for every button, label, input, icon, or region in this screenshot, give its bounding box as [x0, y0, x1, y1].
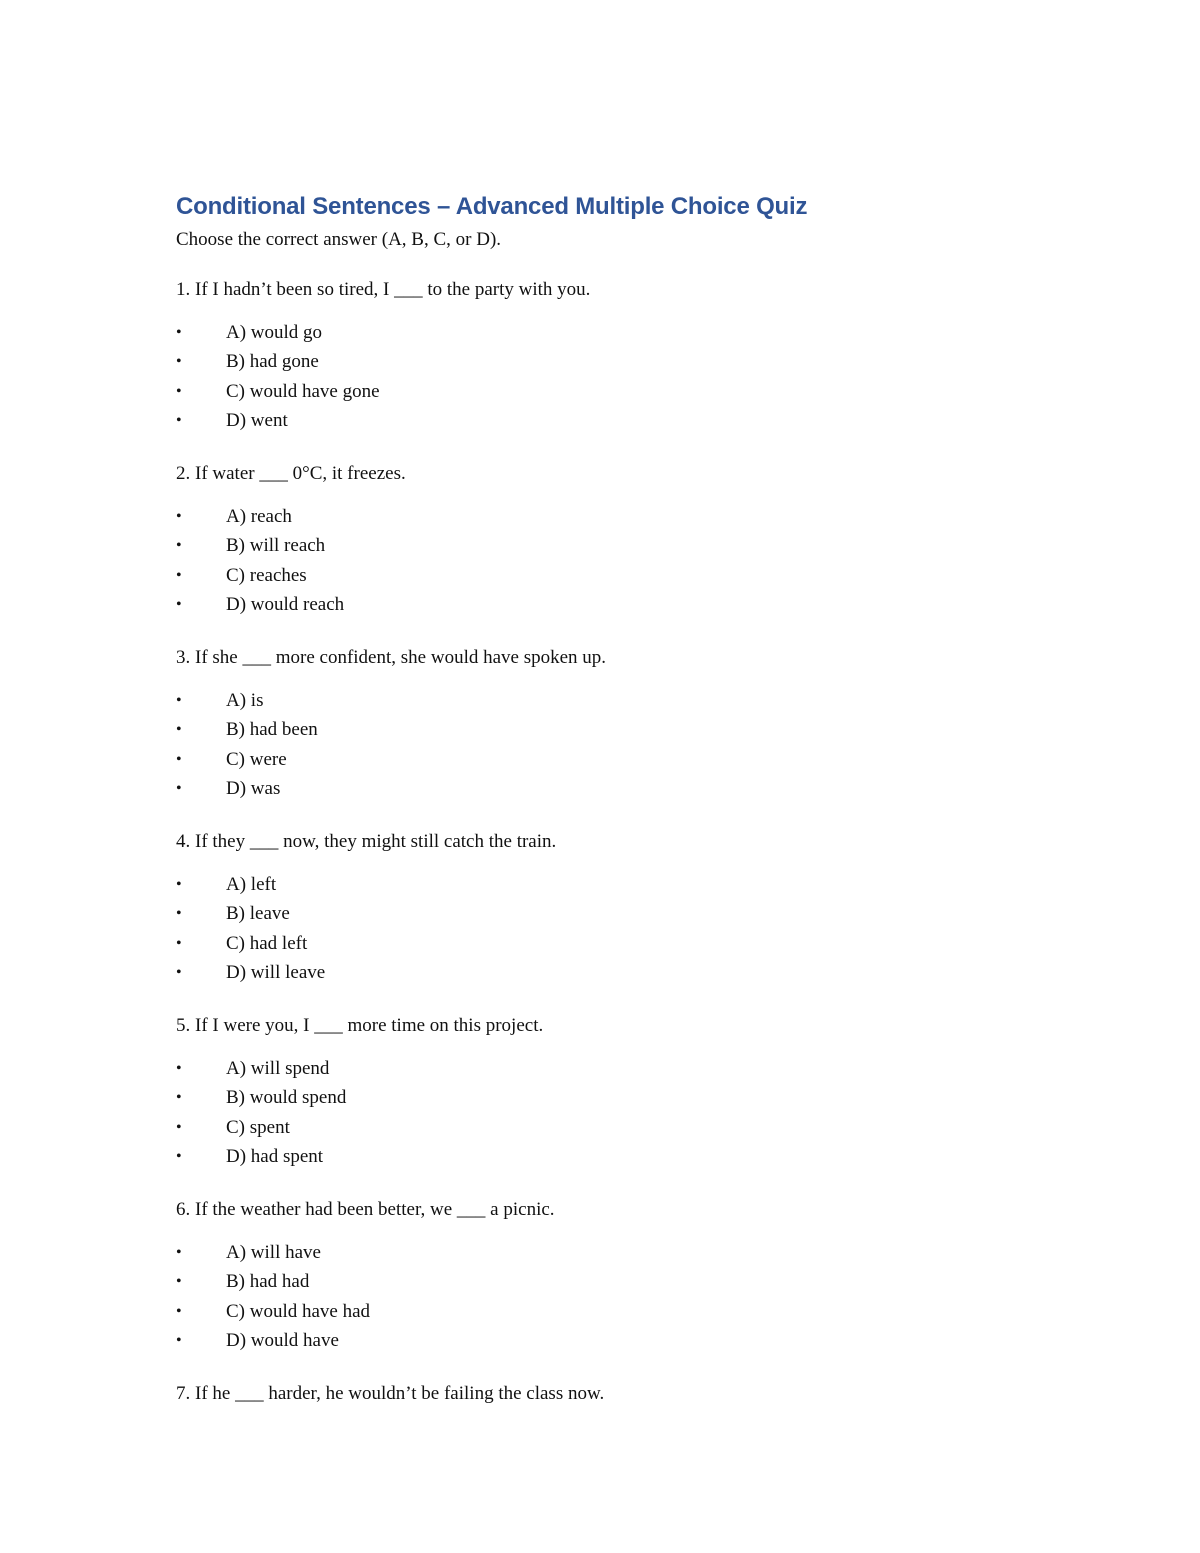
- option-d: [176, 958, 1076, 987]
- bullet-icon: •: [176, 1147, 182, 1165]
- option-d: [176, 774, 1076, 803]
- option-b: [176, 347, 1076, 376]
- option-c: [176, 745, 1076, 774]
- bullet-icon: •: [176, 566, 182, 584]
- option-label: D) will leave: [226, 961, 326, 983]
- option-label: B) will reach: [226, 535, 326, 557]
- bullet-icon: •: [176, 876, 182, 893]
- option-a: [176, 870, 1076, 899]
- option-label: D) would reach: [226, 593, 345, 615]
- bullet-icon: •: [176, 382, 182, 400]
- option-label: D) was: [226, 777, 281, 799]
- bullet-icon: •: [176, 353, 182, 371]
- bullet-icon: •: [176, 750, 182, 768]
- option-label: D) would have: [226, 1329, 339, 1351]
- option-label: B) would spend: [226, 1087, 347, 1109]
- option-label: C) were: [226, 748, 287, 770]
- bullet-icon: •: [176, 1060, 182, 1077]
- option-list: [176, 306, 1076, 458]
- bullet-icon: •: [176, 1302, 182, 1320]
- option-list: [176, 490, 1076, 642]
- option-label: A) left: [226, 874, 277, 895]
- bullet-icon: •: [176, 324, 182, 341]
- option-list: [176, 1226, 1076, 1378]
- bullet-icon: •: [176, 1089, 182, 1107]
- option-list: [176, 1042, 1076, 1194]
- option-label: A) is: [226, 690, 264, 711]
- bullet-icon: •: [176, 963, 182, 981]
- option-label: A) will spend: [226, 1058, 330, 1079]
- question-6: [176, 1194, 1076, 1378]
- option-label: C) had left: [226, 932, 308, 954]
- option-label: A) would go: [226, 322, 323, 343]
- bullet-icon: •: [176, 411, 182, 429]
- option-d: [176, 1326, 1076, 1355]
- question-4: [176, 826, 1076, 1010]
- instructions: Choose the correct answer (A, B, C, or D).: [176, 229, 502, 250]
- option-label: D) went: [226, 409, 288, 431]
- option-list: [176, 858, 1076, 1010]
- question-text: 7. If he ___ harder, he wouldn’t be failing the class now.: [176, 1383, 605, 1404]
- page-title: Conditional Sentences – Advanced Multiple Choice Quiz: [176, 193, 808, 220]
- bullet-icon: •: [176, 779, 182, 797]
- option-label: A) will have: [226, 1242, 321, 1263]
- option-a: [176, 1054, 1076, 1083]
- bullet-icon: •: [176, 537, 182, 555]
- option-label: D) had spent: [226, 1145, 324, 1167]
- document-page: [176, 190, 1076, 1410]
- bullet-icon: •: [176, 905, 182, 923]
- option-a: [176, 318, 1076, 347]
- bullet-icon: •: [176, 1244, 182, 1261]
- bullet-icon: •: [176, 1273, 182, 1291]
- option-a: [176, 1238, 1076, 1267]
- option-label: C) would have gone: [226, 380, 380, 402]
- question-7: [176, 1378, 1076, 1410]
- option-b: [176, 1083, 1076, 1112]
- option-d: [176, 406, 1076, 435]
- option-b: [176, 1267, 1076, 1296]
- question-text: 2. If water ___ 0°C, it freezes.: [176, 463, 406, 484]
- option-a: [176, 502, 1076, 531]
- bullet-icon: •: [176, 508, 182, 525]
- question-2: [176, 458, 1076, 642]
- question-5: [176, 1010, 1076, 1194]
- option-label: B) had had: [226, 1271, 310, 1293]
- question-text: 5. If I were you, I ___ more time on this project.: [176, 1015, 544, 1036]
- question-text: 3. If she ___ more confident, she would have spoken up.: [176, 647, 607, 668]
- option-c: [176, 377, 1076, 406]
- option-label: B) leave: [226, 903, 290, 925]
- bullet-icon: •: [176, 692, 182, 709]
- option-d: [176, 1142, 1076, 1171]
- question-text: 6. If the weather had been better, we ___ a picnic.: [176, 1199, 555, 1220]
- option-label: C) would have had: [226, 1300, 371, 1322]
- bullet-icon: •: [176, 595, 182, 613]
- option-c: [176, 1297, 1076, 1326]
- option-b: [176, 531, 1076, 560]
- option-b: [176, 715, 1076, 744]
- option-c: [176, 929, 1076, 958]
- question-1: [176, 274, 1076, 458]
- bullet-icon: •: [176, 934, 182, 952]
- option-a: [176, 686, 1076, 715]
- bullet-icon: •: [176, 1118, 182, 1136]
- option-label: B) had gone: [226, 351, 319, 373]
- option-label: A) reach: [226, 506, 292, 527]
- question-text: 1. If I hadn’t been so tired, I ___ to the party with you.: [176, 279, 591, 300]
- option-c: [176, 1113, 1076, 1142]
- option-list: [176, 674, 1076, 826]
- option-label: C) reaches: [226, 564, 307, 586]
- option-b: [176, 899, 1076, 928]
- bullet-icon: •: [176, 1331, 182, 1349]
- option-label: C) spent: [226, 1116, 290, 1138]
- question-3: [176, 642, 1076, 826]
- option-c: [176, 561, 1076, 590]
- question-text: 4. If they ___ now, they might still catch the train.: [176, 831, 557, 852]
- bullet-icon: •: [176, 721, 182, 739]
- option-label: B) had been: [226, 719, 318, 741]
- option-d: [176, 590, 1076, 619]
